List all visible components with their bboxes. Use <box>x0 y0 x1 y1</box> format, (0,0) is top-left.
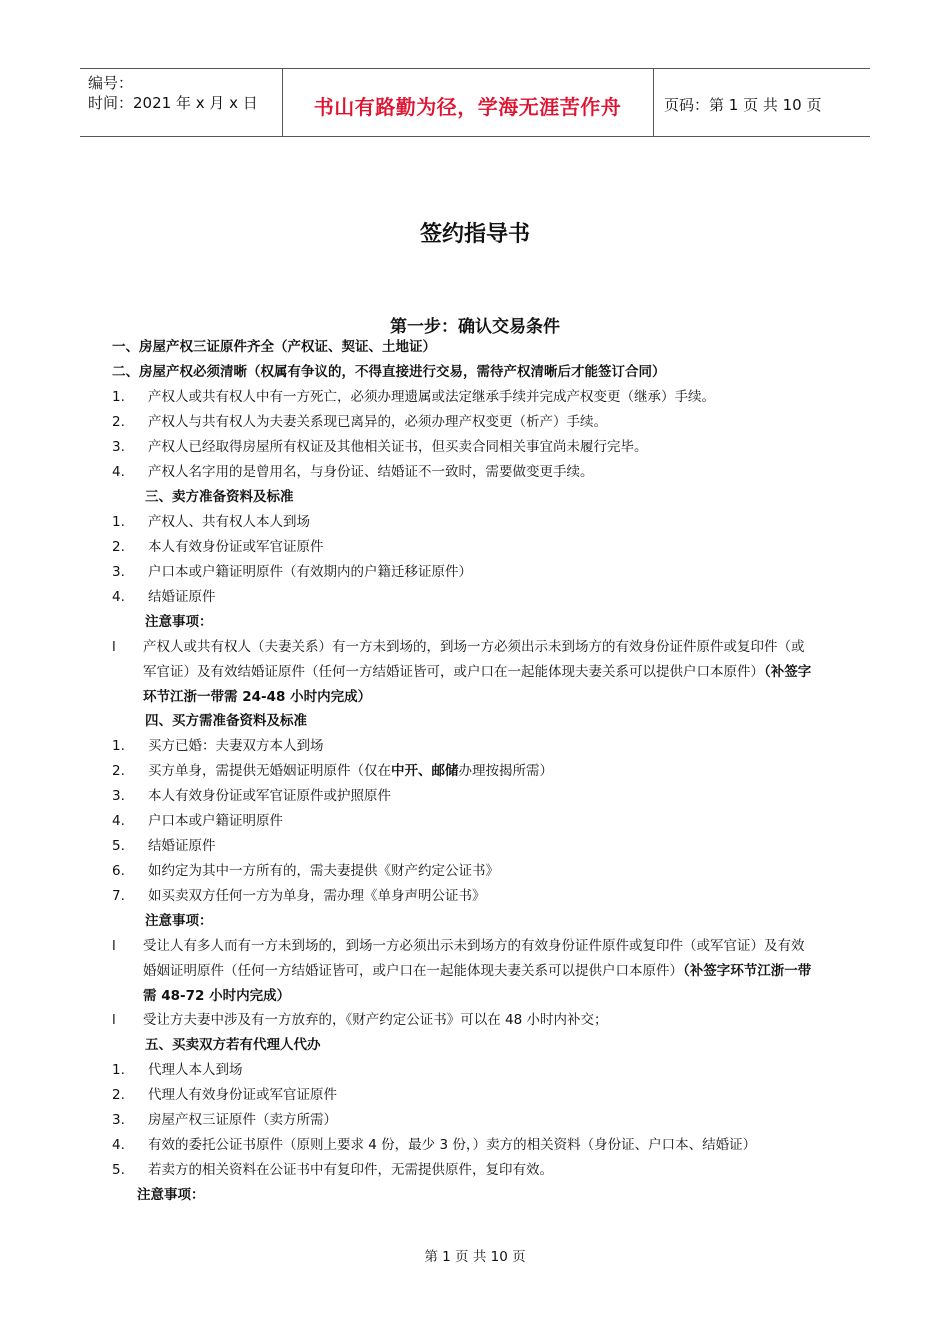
list-item-text-post: 办理按揭所需） <box>458 763 553 779</box>
list-item-text: 本人有效身份证或军官证原件或护照原件 <box>148 788 391 804</box>
list-item-number: 2. <box>112 414 125 430</box>
section-4-heading: 四、买方需准备资料及标准 <box>145 713 307 729</box>
list-item-text: 产权人名字用的是曾用名，与身份证、结婚证不一致时，需要做变更手续。 <box>148 464 594 480</box>
list-item-text: 户口本或户籍证明原件 <box>148 813 283 829</box>
bullet-mark: l <box>112 639 116 655</box>
bullet-mark: l <box>112 1012 116 1028</box>
list-item-number: 2. <box>112 1087 125 1103</box>
list-item-text: 如约定为其中一方所有的，需夫妻提供《财产约定公证书》 <box>148 863 499 879</box>
page-footer: 第 1 页 共 10 页 <box>424 1249 526 1265</box>
list-item-number: 4. <box>112 464 125 480</box>
note-emphasis: （补签字环节江浙一带需 24-48 小时内完成） <box>143 664 812 705</box>
list-item-number: 7. <box>112 888 125 904</box>
list-item-number: 3. <box>112 1112 125 1128</box>
list-item-text: 产权人或共有权人中有一方死亡，必须办理遗属或法定继承手续并完成产权变更（继承）手续。 <box>148 389 715 405</box>
section-5-heading: 五、买卖双方若有代理人代办 <box>145 1037 321 1053</box>
list-item-text: 如买卖双方任何一方为单身，需办理《单身声明公证书》 <box>148 888 486 904</box>
list-item-number: 1. <box>112 1062 125 1078</box>
list-item-number: 3. <box>112 564 125 580</box>
list-item-number: 2. <box>112 539 125 555</box>
header-page-number: 页码：第 1 页 共 10 页 <box>664 96 822 114</box>
list-item-text: 本人有效身份证或军官证原件 <box>148 539 324 555</box>
list-item-text: 结婚证原件 <box>148 589 216 605</box>
list-item-number: 6. <box>112 863 125 879</box>
list-item-text: 产权人与共有权人为夫妻关系现已离异的，必须办理产权变更（析产）手续。 <box>148 414 607 430</box>
list-item-number: 4. <box>112 1137 125 1153</box>
header-page-cell <box>654 69 870 136</box>
list-item-text: 有效的委托公证书原件（原则上要求 4 份，最少 3 份，）卖方的相关资料（身份证、户口本、结婚证） <box>148 1137 757 1153</box>
list-item-number: 3. <box>112 788 125 804</box>
note-heading: 注意事项： <box>145 614 213 630</box>
list-item-text: 若卖方的相关资料在公证书中有复印件，无需提供原件，复印有效。 <box>148 1162 553 1178</box>
note-paragraph <box>143 635 813 710</box>
section-3-heading: 三、卖方准备资料及标准 <box>145 489 294 505</box>
list-item-text: 产权人、共有权人本人到场 <box>148 514 310 530</box>
list-item-number: 3. <box>112 439 125 455</box>
list-item-text-bold: 中开、邮储 <box>391 763 459 779</box>
list-item-text: 房屋产权三证原件（卖方所需） <box>148 1112 337 1128</box>
list-item-number: 1. <box>112 389 125 405</box>
note-text: 受让人有多人而有一方未到场的，到场一方必须出示未到场方的有效身份证件原件或复印件（或军官证）及有效婚姻证明原件（任何一方结婚证皆可，或户口在一起能体现夫妻关系可以提供户口本原件） <box>143 938 805 979</box>
list-item-text: 结婚证原件 <box>148 838 216 854</box>
list-item-number: 1. <box>112 514 125 530</box>
list-item-text: 代理人本人到场 <box>148 1062 243 1078</box>
list-item-text <box>148 759 553 784</box>
list-item-number: 5. <box>112 1162 125 1178</box>
note-paragraph: 受让方夫妻中涉及有一方放弃的，《财产约定公证书》可以在 48 小时内补交； <box>143 1012 608 1028</box>
document-header <box>80 68 870 137</box>
list-item-number: 2. <box>112 763 125 779</box>
list-item-text: 户口本或户籍证明原件（有效期内的户籍迁移证原件） <box>148 564 472 580</box>
bullet-mark: l <box>112 938 116 954</box>
document-number-label: 编号： <box>88 74 134 92</box>
list-item-number: 4. <box>112 589 125 605</box>
list-item-text-pre: 买方单身，需提供无婚姻证明原件（仅在 <box>148 763 391 779</box>
document-time-label: 时间：2021 年 x 月 x 日 <box>88 94 258 112</box>
note-paragraph <box>143 934 813 1009</box>
note-heading: 注意事项： <box>137 1187 205 1203</box>
note-text: 产权人或共有权人（夫妻关系）有一方未到场的，到场一方必须出示未到场方的有效身份证件原件或复印件（或军官证）及有效结婚证原件（任何一方结婚证皆可，或户口在一起能体现夫妻关系可以提供户口本原件） <box>143 639 805 680</box>
step-title: 第一步：确认交易条件 <box>390 317 560 337</box>
header-motto-cell <box>282 69 654 136</box>
list-item-number: 4. <box>112 813 125 829</box>
list-item-text: 买方已婚：夫妻双方本人到场 <box>148 738 324 754</box>
list-item-text: 产权人已经取得房屋所有权证及其他相关证书，但买卖合同相关事宜尚未履行完毕。 <box>148 439 648 455</box>
list-item-number: 1. <box>112 738 125 754</box>
note-heading: 注意事项： <box>145 913 213 929</box>
note-emphasis: （补签字环节江浙一带需 48-72 小时内完成） <box>143 963 812 1004</box>
list-item-number: 5. <box>112 838 125 854</box>
header-motto: 书山有路勤为径，学海无涯苦作舟 <box>313 95 622 119</box>
header-left-cell <box>80 69 283 136</box>
section-2-heading: 二、房屋产权必须清晰（权属有争议的，不得直接进行交易，需待产权清晰后才能签订合同） <box>112 364 666 380</box>
section-1-heading: 一、房屋产权三证原件齐全（产权证、契证、土地证） <box>112 339 436 355</box>
list-item-text: 代理人有效身份证或军官证原件 <box>148 1087 337 1103</box>
document-title: 签约指导书 <box>419 222 530 247</box>
